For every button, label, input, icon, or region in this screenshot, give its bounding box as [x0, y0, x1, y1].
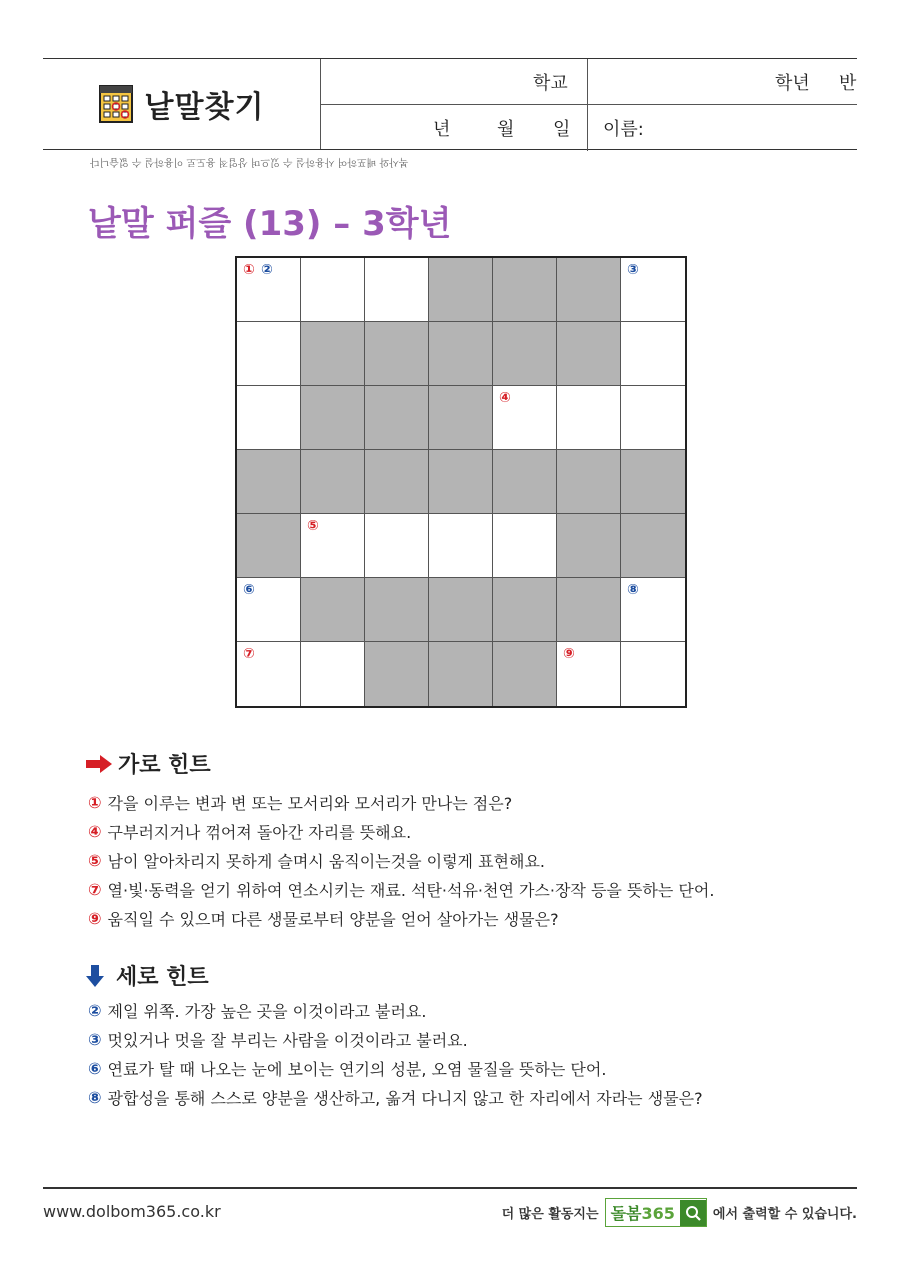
grid-cell[interactable] [237, 322, 301, 386]
grid-cell[interactable] [621, 258, 685, 322]
hint-number: ⑦ [88, 880, 102, 899]
grid-cell-blocked [429, 258, 493, 322]
grid-cell[interactable] [557, 386, 621, 450]
grade-label: 학년 [775, 73, 810, 94]
hint-text: 멋있거나 멋을 잘 부리는 사람을 이것이라고 불러요. [107, 1031, 468, 1050]
grid-cell[interactable] [621, 322, 685, 386]
grid-cell-blocked [301, 386, 365, 450]
name-label: 이름: [603, 119, 644, 140]
grid-cell-blocked [493, 322, 557, 386]
clue-number: ③ [627, 262, 639, 278]
hint-number: ⑥ [88, 1059, 102, 1078]
hint-text: 광합성을 통해 스스로 양분을 생산하고, 옮겨 다니지 않고 한 자리에서 자라는 생물은? [107, 1089, 703, 1108]
hint-text: 구부러지거나 꺾어져 돌아간 자리를 뜻해요. [107, 823, 412, 842]
grid-cell-blocked [429, 642, 493, 706]
brand-name [606, 1199, 680, 1226]
grid-cell-blocked [237, 450, 301, 514]
app-title: 낱말찾기 [144, 90, 265, 125]
header-title-area [43, 59, 321, 149]
grid-cell-blocked [365, 578, 429, 642]
clue-number: ⑤ [307, 518, 319, 534]
brand-logo[interactable] [605, 1198, 707, 1227]
grid-cell-blocked [237, 514, 301, 578]
clue-number: ① [243, 262, 255, 278]
copyright-note: 복사와 배포하여 사용하실 수 있으며 상업적 용도로 이용하실 수 없습니다 [90, 156, 409, 167]
grid-cell[interactable] [301, 642, 365, 706]
grid-cell[interactable] [493, 386, 557, 450]
hint-number: ⑤ [88, 851, 102, 870]
grid-cell-blocked [557, 578, 621, 642]
student-info-table [321, 59, 857, 149]
year-label: 년 [433, 119, 451, 140]
grid-cell[interactable] [557, 642, 621, 706]
hint-number: ④ [88, 822, 102, 841]
crossword-grid [235, 256, 687, 708]
grid-cell[interactable] [493, 514, 557, 578]
grid-cell[interactable] [429, 514, 493, 578]
grid-cell[interactable] [237, 642, 301, 706]
across-hints-list [88, 788, 714, 933]
down-hints-list [88, 996, 703, 1112]
grid-cell-blocked [365, 386, 429, 450]
grid-cell[interactable] [365, 258, 429, 322]
info-row-school [321, 59, 857, 105]
grid-cell-blocked [365, 642, 429, 706]
across-hint-item [88, 788, 714, 817]
clue-number: ⑧ [627, 582, 639, 598]
grid-cell[interactable] [237, 258, 301, 322]
across-title-text: 가로 힌트 [118, 753, 211, 778]
grid-cell[interactable] [621, 642, 685, 706]
class-label: 반 [839, 73, 857, 94]
across-hint-item [88, 875, 714, 904]
clue-number: ⑥ [243, 582, 255, 598]
hint-text: 움직일 수 있으며 다른 생물로부터 양분을 얻어 살아가는 생물은? [107, 910, 559, 929]
down-hints-title [86, 960, 209, 991]
brand-number: 365 [641, 1204, 675, 1223]
grid-cell-blocked [429, 578, 493, 642]
grid-cell[interactable] [365, 514, 429, 578]
grid-cell[interactable] [621, 578, 685, 642]
grid-cell[interactable] [301, 258, 365, 322]
grid-cell-blocked [557, 258, 621, 322]
clue-number: ⑦ [243, 646, 255, 662]
hint-text: 남이 알아차리지 못하게 슬며시 움직이는것을 이렇게 표현해요. [107, 852, 546, 871]
grid-cell-blocked [301, 578, 365, 642]
hint-text: 제일 위쪽. 가장 높은 곳을 이것이라고 불러요. [107, 1002, 427, 1021]
grid-cell-blocked [557, 450, 621, 514]
across-hint-item [88, 904, 714, 933]
grid-cell-blocked [621, 450, 685, 514]
across-hints-title [86, 748, 211, 779]
hint-number: ⑨ [88, 909, 102, 928]
footer-promo [502, 1198, 857, 1227]
down-hint-item [88, 1083, 703, 1112]
grid-cell-blocked [429, 386, 493, 450]
grid-cell-blocked [365, 322, 429, 386]
footer-more-text: 더 많은 활동지는 [501, 1207, 599, 1222]
clue-number: ⑨ [563, 646, 575, 662]
hint-number: ⑧ [88, 1088, 102, 1107]
down-hint-item [88, 1054, 703, 1083]
hint-number: ① [88, 793, 102, 812]
grid-cell[interactable] [237, 386, 301, 450]
hint-text: 각을 이루는 변과 변 또는 모서리와 모서리가 만나는 점은? [107, 794, 513, 813]
grid-cell-blocked [301, 450, 365, 514]
info-row-date [321, 105, 857, 151]
grid-cell-blocked [365, 450, 429, 514]
down-title-text: 세로 힌트 [116, 965, 209, 990]
crossword-calendar-icon [99, 85, 133, 123]
across-hint-item [88, 846, 714, 875]
grid-cell[interactable] [621, 386, 685, 450]
grid-cell-blocked [429, 322, 493, 386]
school-label: 학교 [533, 73, 568, 94]
grid-cell-blocked [557, 514, 621, 578]
grid-cell-blocked [493, 578, 557, 642]
clue-number: ④ [499, 390, 511, 406]
hint-number: ③ [88, 1030, 102, 1049]
grid-cell[interactable] [301, 514, 365, 578]
hint-text: 연료가 탈 때 나오는 눈에 보이는 연기의 성분, 오염 물질을 뜻하는 단어. [107, 1060, 607, 1079]
across-hint-item [88, 817, 714, 846]
grid-cell-blocked [493, 258, 557, 322]
arrow-down-icon [86, 965, 104, 987]
down-hint-item [88, 1025, 703, 1054]
arrow-right-icon [86, 755, 112, 773]
info-divider [587, 59, 588, 151]
grid-cell-blocked [621, 514, 685, 578]
clue-number: ② [261, 262, 273, 278]
search-icon [680, 1200, 706, 1226]
hint-number: ② [88, 1001, 102, 1020]
grid-cell-blocked [493, 642, 557, 706]
brand-name-text: 돌봄 [610, 1204, 642, 1223]
footer-print-text: 에서 출력할 수 있습니다. [712, 1207, 857, 1222]
footer-divider [43, 1187, 857, 1189]
grid-cell-blocked [557, 322, 621, 386]
page-title: 낱말 퍼즐 (13) – 3학년 [88, 204, 452, 244]
grid-cell-blocked [493, 450, 557, 514]
hint-text: 열·빛·동력을 얻기 위하여 연소시키는 재료. 석탄·석유·천연 가스·장작 등을 뜻하는 단어. [107, 881, 715, 900]
grid-cell[interactable] [237, 578, 301, 642]
day-label: 일 [553, 119, 571, 140]
worksheet-header [43, 58, 857, 150]
month-label: 월 [497, 119, 515, 140]
grid-cell-blocked [429, 450, 493, 514]
down-hint-item [88, 996, 703, 1025]
grid-cell-blocked [301, 322, 365, 386]
footer-url[interactable]: www.dolbom365.co.kr [43, 1202, 221, 1221]
